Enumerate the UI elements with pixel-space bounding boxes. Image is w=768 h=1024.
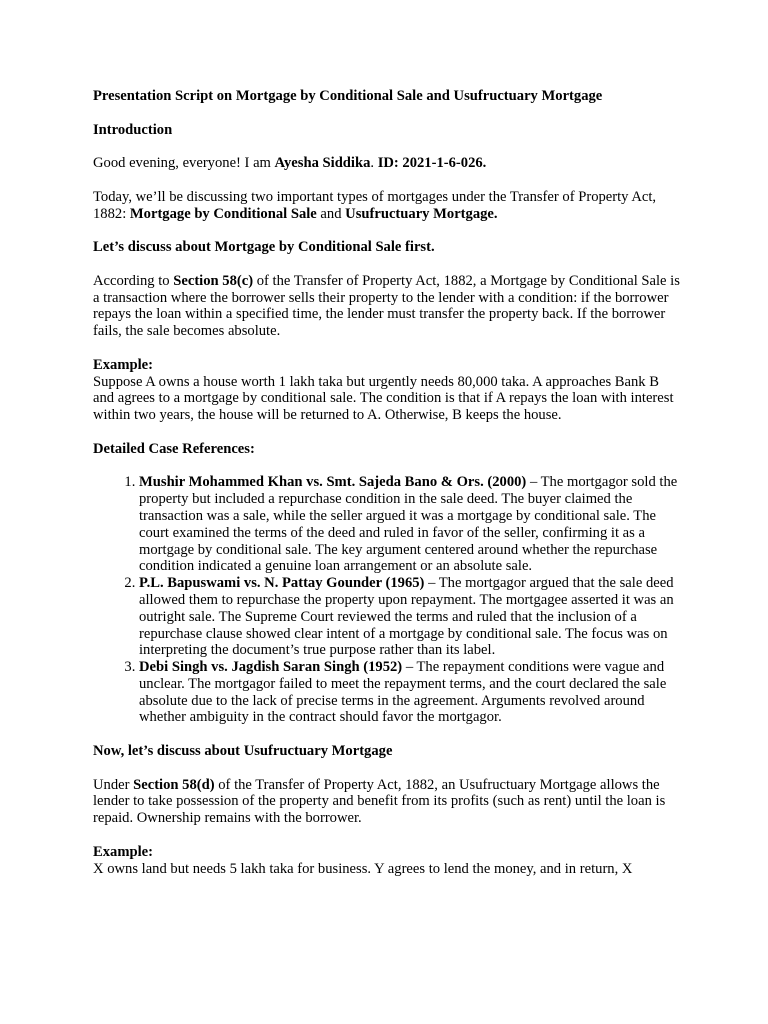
case-item	[139, 659, 683, 726]
section1-heading: Let’s discuss about Mortgage by Conditional Sale first.	[93, 239, 435, 256]
section1-post: of the Transfer of Property Act, 1882, a Mortgage by Conditional Sale is a transaction where the borrower sells their property to the lender with a condition: if the borrower repays the loan within a specified time, the lender must transfer the property back. If the borrower fails, the sale becomes absolute.	[93, 272, 680, 340]
section2-heading: Now, let’s discuss about Usufructuary Mortgage	[93, 743, 393, 760]
case-title: Mushir Mohammed Khan vs. Smt. Sajeda Bano & Ors. (2000)	[139, 474, 527, 491]
example2-label: Example:	[93, 843, 153, 860]
case-item	[139, 575, 683, 659]
example1-text: Suppose A owns a house worth 1 lakh taka but urgently needs 80,000 taka. A approaches Bank B and agrees to a mortgage by conditional sale. The condition is that if A repays the loan with interest within two years, the house will be returned to A. Otherwise, B keeps the house.	[93, 373, 674, 424]
case-text: – The mortgagor sold the property but included a repurchase condition in the sale deed. The buyer claimed the transaction was a sale, while the seller argued it was a mortgage by conditional sale. The court examined the terms of the deed and ruled in favor of the seller, confirming it as a mortgage by conditional sale. The key argument centered around whether the repurchase condition indicated a genuine loan arrangement or an absolute sale.	[139, 474, 678, 575]
case-title: Debi Singh vs. Jagdish Saran Singh (1952)	[139, 659, 403, 676]
example2-text: X owns land but needs 5 lakh taka for business. Y agrees to lend the money, and in return, X	[93, 860, 633, 877]
document-title: Presentation Script on Mortgage by Conditional Sale and Usufructuary Mortgage	[93, 88, 603, 104]
today-term-1: Mortgage by Conditional Sale	[129, 205, 317, 222]
case-list	[93, 474, 683, 726]
greeting-mid: .	[370, 155, 378, 172]
section2-post: of the Transfer of Property Act, 1882, an Usufructuary Mortgage allows the lender to take possession of the property and benefit from its profits (such as rent) until the loan is repaid. Ownership remains with the borrower.	[93, 776, 666, 827]
today-paragraph	[93, 189, 683, 223]
case-title: P.L. Bapuswami vs. N. Pattay Gounder (1965)	[139, 575, 425, 592]
intro-heading: Introduction	[93, 121, 173, 138]
greeting-pre: Good evening, everyone! I am	[93, 155, 275, 172]
section1-pre: According to	[93, 272, 174, 289]
today-and: and	[316, 205, 346, 222]
section2-ref: Section 58(d)	[133, 776, 215, 793]
document-page	[93, 88, 683, 877]
section1-paragraph	[93, 273, 683, 340]
greeting-paragraph	[93, 155, 683, 172]
section2-paragraph	[93, 777, 683, 827]
section2-pre: Under	[93, 776, 134, 793]
today-pre: Today, we’ll be discussing two important types of mortgages under the Transfer of Property Act, 1882:	[93, 188, 657, 222]
case-text: – The repayment conditions were vague and unclear. The mortgagor failed to meet the repayment terms, and the court declared the sale absolute due to the lack of precise terms in the agreement. Arguments revolved around whether ambiguity in the contract should favor the mortgagor.	[139, 659, 667, 726]
example1-label: Example:	[93, 356, 153, 373]
speaker-id: ID: 2021-1-6-026.	[377, 155, 487, 172]
cases-heading: Detailed Case References:	[93, 440, 255, 457]
speaker-name: Ayesha Siddika	[274, 155, 371, 172]
section1-ref: Section 58(c)	[173, 272, 254, 289]
case-text: – The mortgagor argued that the sale deed allowed them to repurchase the property upon repayment. The mortgagee asserted it was an outright sale. The Supreme Court reviewed the terms and ruled that the inclusion of a repurchase clause showed clear intent of a mortgage by conditional sale. The focus was on interpreting the document’s true purpose rather than its label.	[139, 575, 674, 659]
case-item	[139, 474, 683, 575]
today-term-2: Usufructuary Mortgage.	[345, 205, 498, 222]
